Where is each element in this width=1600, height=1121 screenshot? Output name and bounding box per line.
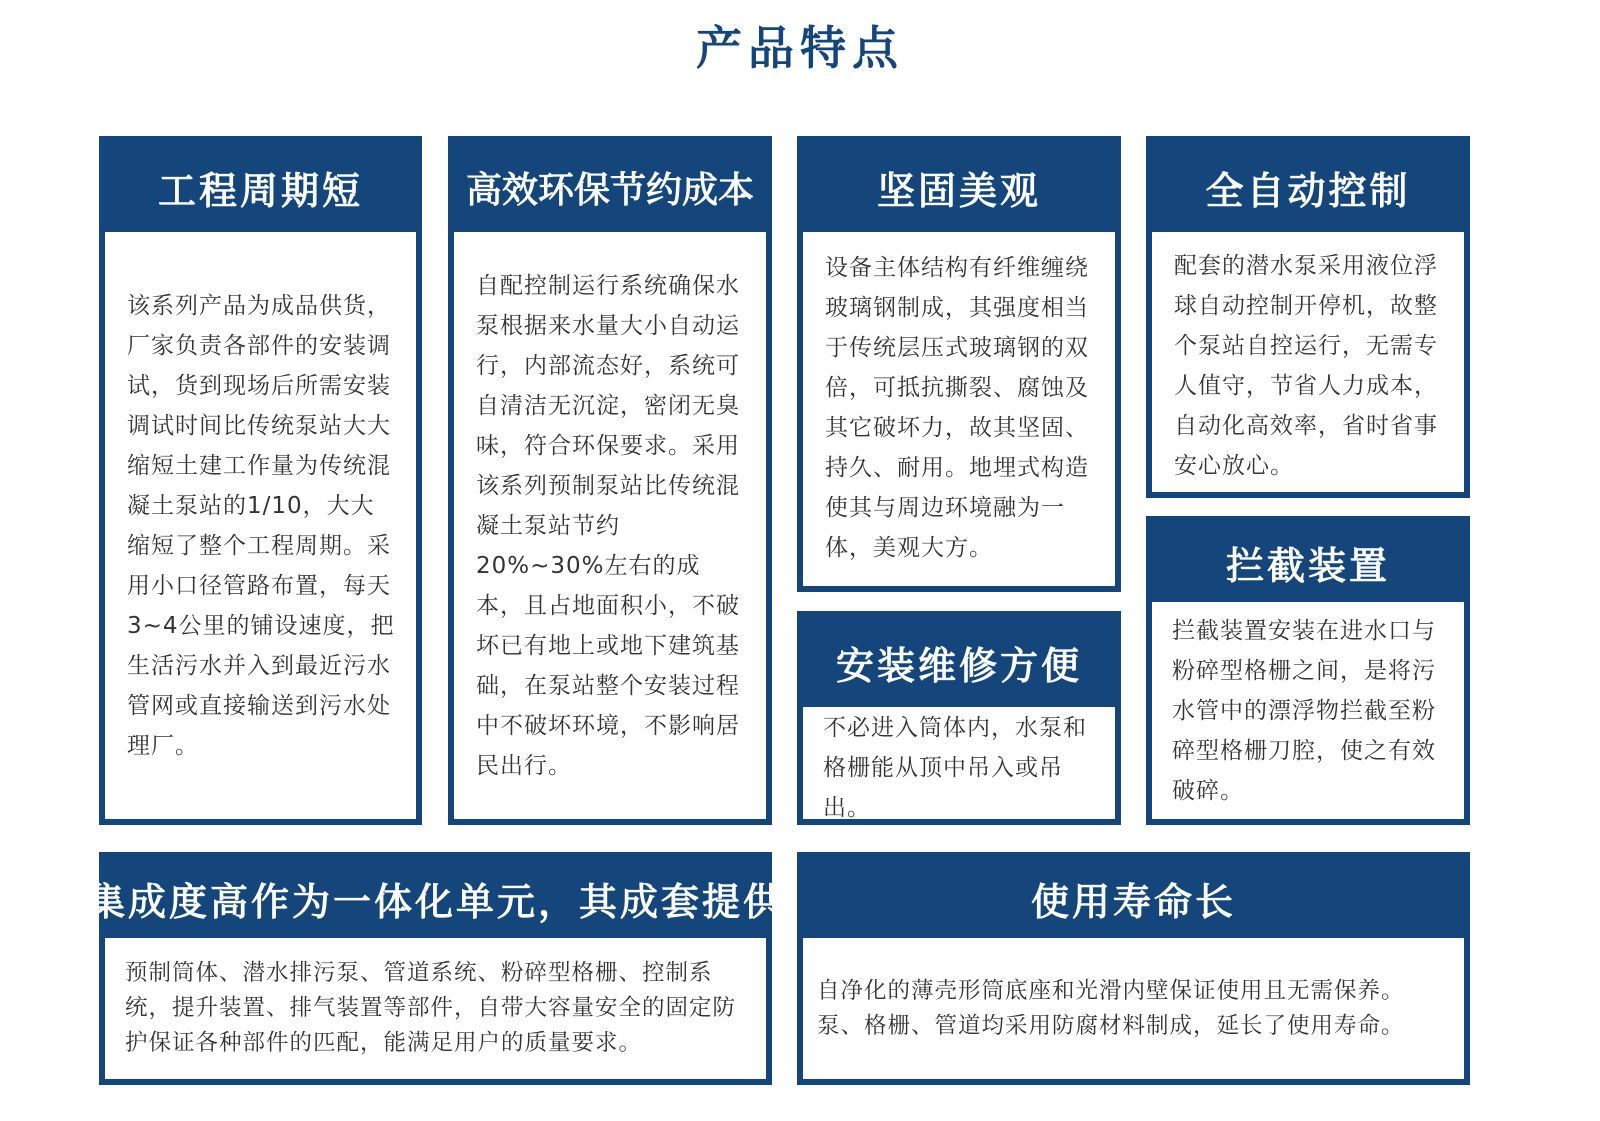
card-text-container bbox=[105, 938, 766, 1079]
card-text-container bbox=[803, 232, 1115, 586]
feature-card-eco-cost bbox=[448, 136, 772, 825]
card-text-container bbox=[105, 232, 416, 819]
card-text: 该系列产品为成品供货，厂家负责各部件的安装调试，货到现场后所需安装调试时间比传统泵站大大缩短土建工作量为传统混凝土泵站的1/10，大大缩短了整个工程周期。采用小口径管路布置，每天3~4公里的铺设速度，把生活污水并入到最近污水管网或直接输送到污水处理厂。 bbox=[127, 292, 395, 759]
feature-card-easy-maintenance bbox=[797, 611, 1121, 825]
card-text: 不必进入筒体内，水泵和格栅能从顶中吊入或吊出。 bbox=[823, 715, 1087, 821]
card-heading: 集成度高作为一体化单元，其成套提供 bbox=[105, 858, 766, 938]
card-text: 设备主体结构有纤维缠绕玻璃钢制成，其强度相当于传统层压式玻璃钢的双倍，可抵抗撕裂、腐蚀及其它破坏力，故其坚固、持久、耐用。地埋式构造使其与周边环境融为一体，美观大方。 bbox=[825, 255, 1089, 561]
card-text-container bbox=[803, 707, 1115, 829]
card-heading: 安装维修方便 bbox=[803, 617, 1115, 707]
card-heading: 拦截装置 bbox=[1152, 522, 1464, 602]
feature-card-integration bbox=[87, 852, 785, 1085]
card-heading: 使用寿命长 bbox=[803, 858, 1464, 938]
feature-card-interception bbox=[1146, 516, 1470, 825]
feature-card-short-construction bbox=[99, 136, 422, 825]
card-text: 拦截装置安装在进水口与粉碎型格栅之间，是将污水管中的漂浮物拦截至粉碎型格栅刀腔，使之有效破碎。 bbox=[1172, 617, 1436, 804]
card-text: 预制筒体、潜水排污泵、管道系统、粉碎型格栅、控制系统，提升装置、排气装置等部件，自带大容量安全的固定防护保证各种部件的匹配，能满足用户的质量要求。 bbox=[125, 960, 737, 1056]
page-title: 产品特点 bbox=[696, 21, 904, 75]
card-text-container bbox=[1152, 232, 1464, 492]
card-text-container bbox=[803, 938, 1464, 1079]
card-text: 自配控制运行系统确保水泵根据来水量大小自动运行，内部流态好，系统可自清洁无沉淀，密闭无臭味，符合环保要求。采用该系列预制泵站比传统混凝土泵站节约20%~30%左右的成本，且占地面积小，不破坏已有地上或地下建筑基础，在泵站整个安装过程中不破坏环境，不影响居民出行。 bbox=[476, 272, 740, 779]
card-text: 自净化的薄壳形筒底座和光滑内壁保证使用且无需保养。泵、格栅、管道均采用防腐材料制成，延长了使用寿命。 bbox=[817, 977, 1405, 1039]
feature-card-sturdy bbox=[797, 136, 1121, 592]
card-heading: 坚固美观 bbox=[803, 142, 1115, 232]
card-text: 配套的潜水泵采用液位浮球自动控制开停机，故整个泵站自控运行，无需专人值守，节省人力成本，自动化高效率，省时省事安心放心。 bbox=[1174, 253, 1438, 479]
card-heading: 工程周期短 bbox=[105, 142, 416, 232]
card-text-container bbox=[454, 232, 766, 819]
card-heading: 高效环保节约成本 bbox=[454, 142, 766, 232]
card-heading: 全自动控制 bbox=[1152, 142, 1464, 232]
feature-card-long-life bbox=[797, 852, 1470, 1085]
card-text-container bbox=[1152, 602, 1464, 819]
feature-card-auto-control bbox=[1146, 136, 1470, 498]
